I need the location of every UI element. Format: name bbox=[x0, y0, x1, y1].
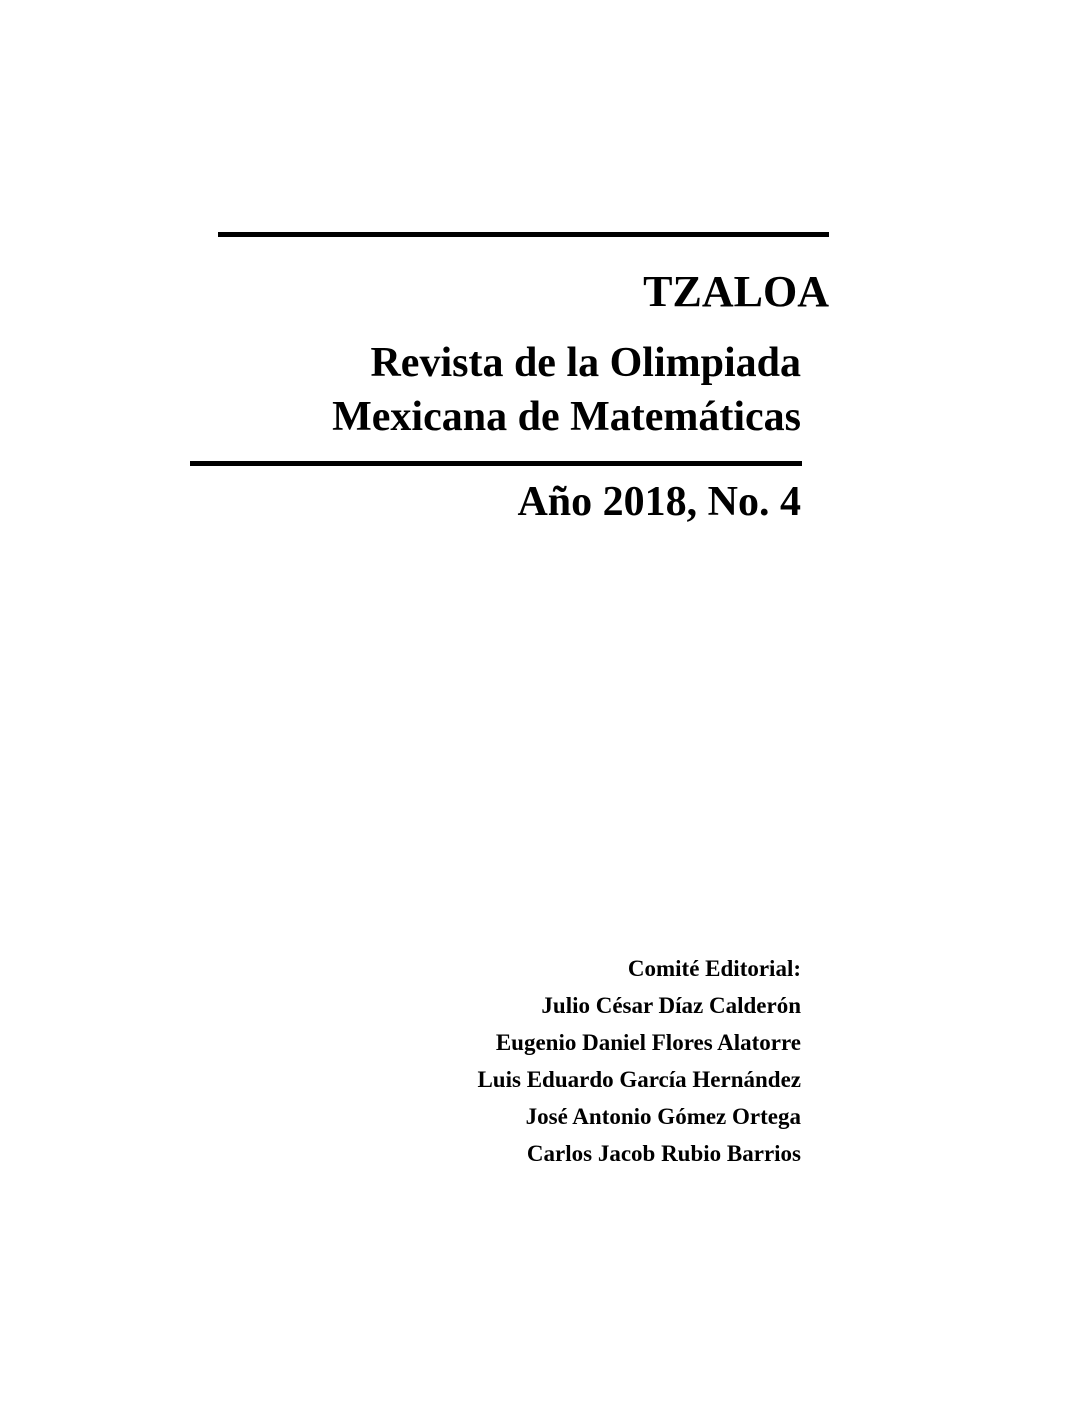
committee-member: Eugenio Daniel Flores Alatorre bbox=[495, 1030, 801, 1055]
issue-number: Año 2018, No. 4 bbox=[517, 479, 801, 525]
committee-member: Carlos Jacob Rubio Barrios bbox=[526, 1141, 801, 1166]
committee-member: José Antonio Gómez Ortega bbox=[525, 1104, 801, 1129]
journal-name: TZALOA bbox=[643, 267, 829, 316]
top-rule bbox=[218, 232, 829, 237]
journal-subtitle bbox=[332, 336, 801, 444]
committee-member: Luis Eduardo García Hernández bbox=[477, 1067, 801, 1092]
committee-heading: Comité Editorial: bbox=[627, 956, 801, 981]
subtitle-line-1: Revista de la Olimpiada bbox=[370, 340, 801, 386]
editorial-committee bbox=[477, 950, 801, 1172]
middle-rule bbox=[190, 461, 802, 466]
subtitle-line-2: Mexicana de Matemáticas bbox=[332, 394, 801, 440]
committee-member: Julio César Díaz Calderón bbox=[541, 993, 801, 1018]
